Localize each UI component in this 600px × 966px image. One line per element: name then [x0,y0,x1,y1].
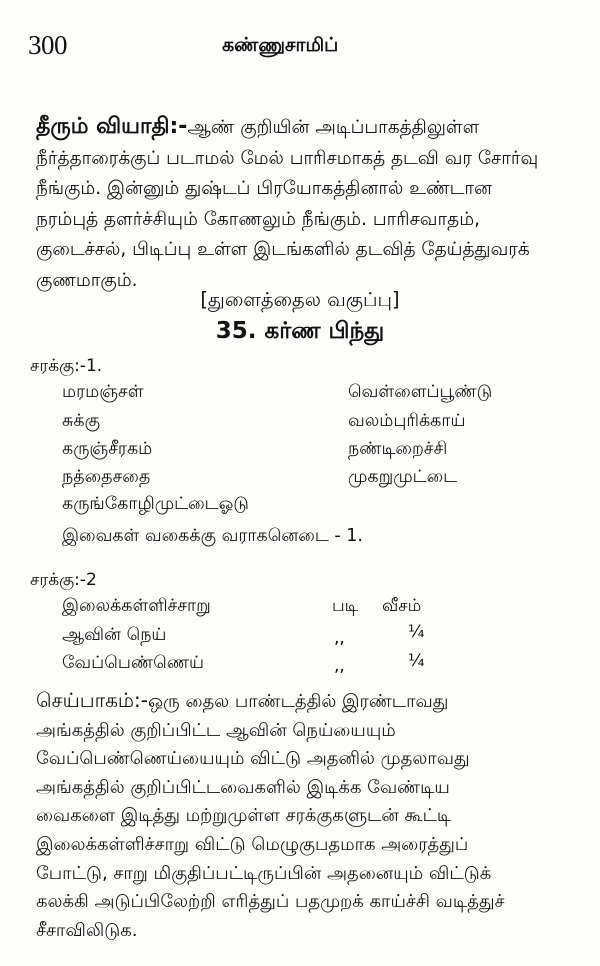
prep-line: வேப்பெண்ணெய்யையும் விட்டு அதனில் முதலாவது [36,748,470,770]
ingredient-item: கருங்கோழிமுட்டைஓடு [62,494,249,514]
intro-lead: தீரும் வியாதி:- [36,114,188,139]
intro-text: ஆண் குறியின் அடிப்பாகத்திலுள்ள [187,117,480,138]
intro-line: நீர்த்தாரைக்குப் படாமல் மேல் பாரிசமாகத் தடவி வர சோர்வு [36,147,539,169]
ingredients-1-summary: இவைகள் வகைக்கு வராகனெடை - 1. [62,526,363,546]
section-title: 35. கர்ண பிந்து [215,318,385,344]
running-title: கண்ணுசாமிப் [222,34,339,56]
ingredient-item: முகறுமுட்டை [348,467,458,487]
intro-line: நீங்கும். இன்னும் துஷ்டப் பிரயோகத்தினால் உண்டான [36,178,492,199]
intro-line-0 [36,112,584,144]
ingredient-qty: ¼ [408,651,425,671]
intro-line: நரம்புத் தளர்ச்சியும் கோணலும் நீங்கும். பாரிசவாதம், [36,208,480,230]
ingredient-item: ஆவின் நெய் [62,625,167,645]
intro-line: குடைச்சல், பிடிப்பு உள்ள இடங்களில் தடவித் தேய்த்துவரக் [36,239,530,260]
ingredients-1-label: சரக்கு:-1. [30,356,103,376]
ingredient-qty: வீசம் [382,596,422,616]
ingredient-item: வெள்ளைப்பூண்டு [348,382,493,402]
intro-paragraph [36,112,584,296]
prep-text: ஒரு தைல பாண்டத்தில் இரண்டாவது [147,691,449,712]
ingredient-item: நண்டிறைச்சி [348,439,448,459]
ingredient-unit: ,, [334,656,345,676]
ingredient-item: கருஞ்சீரகம் [62,439,153,459]
prep-line: வைகளை இடித்து மற்றுமுள்ள சரக்குகளுடன் கூட்டி [36,805,452,827]
page-number: 300 [28,30,67,60]
preparation-paragraph [36,686,592,945]
prep-line: அங்கத்தில் குறிப்பிட்டவைகளில் இடிக்க வேண்டிய [36,776,450,798]
ingredient-item: வேப்பெண்ணெய் [62,653,204,673]
prep-lead: செய்பாகம்:- [36,688,148,712]
section-note: [துளைத்தைல வகுப்பு] [200,288,400,311]
prep-line-0 [36,686,592,717]
ingredients-2-label: சரக்கு:-2 [30,570,97,590]
prep-line: அங்கத்தில் குறிப்பிட்ட ஆவின் நெய்யையும் [36,719,396,741]
ingredient-item: நத்தைசதை [62,467,151,487]
ingredient-unit: படி [332,596,359,616]
intro-line: குணமாகும். [36,269,138,291]
ingredient-item: வலம்புரிக்காய் [348,411,466,431]
ingredient-item: இலைக்கள்ளிச்சாறு [62,596,211,616]
prep-line: கலக்கி அடுப்பிலேற்றி எரித்துப் பதமுறக் காய்ச்சி வடித்துச் [36,891,505,913]
ingredient-qty: ¼ [408,622,425,642]
ingredient-item: சுக்கு [62,411,101,431]
ingredient-item: மரமஞ்சள் [62,382,144,402]
prep-line: இலைக்கள்ளிச்சாறு விட்டு மெழுகுபதமாக அரைத்துப் [36,833,469,855]
prep-line: சீசாவிலிடுக. [36,919,138,941]
ingredient-unit: ,, [334,628,345,648]
prep-line: போட்டு, சாறு மிகுதிப்பட்டிருப்பின் அதனையும் விட்டுக் [36,862,492,884]
